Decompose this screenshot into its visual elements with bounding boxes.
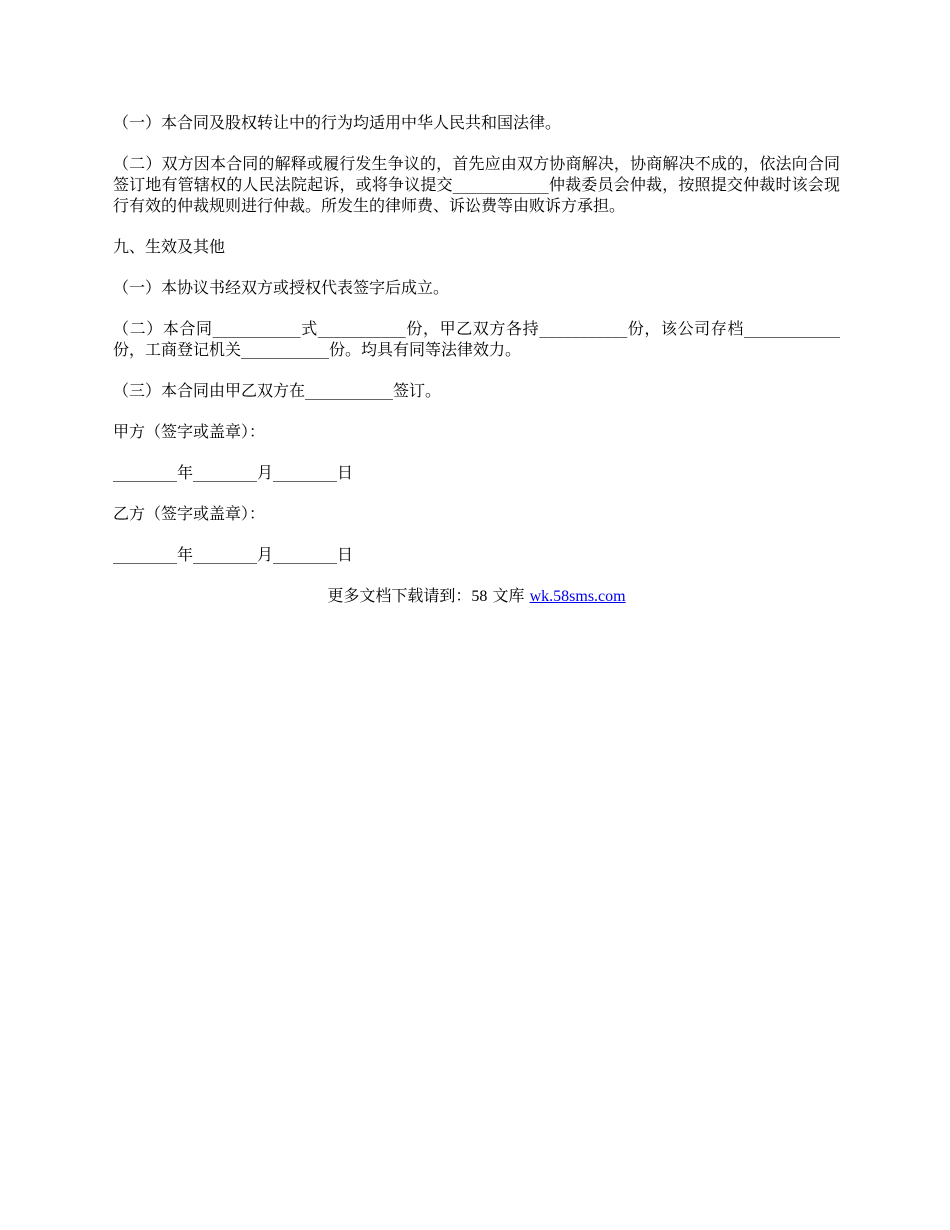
clause-effect-1: （一）本协议书经双方或授权代表签字后成立。 — [113, 278, 450, 297]
party-b-date-line: ________年________月________日 — [113, 545, 354, 564]
party-a-signature-label: 甲方（签字或盖章）： — [113, 422, 266, 441]
footer-link[interactable]: wk.58sms.com — [529, 588, 626, 605]
footer-mid: 文库 — [487, 586, 530, 605]
party-a-date-line: ________年________月________日 — [113, 463, 354, 482]
document-page — [113, 112, 840, 607]
clause-effect-3: （三）本合同由甲乙双方在___________签订。 — [113, 381, 442, 400]
clause-2-dispute-resolution: （二）双方因本合同的解释或履行发生争议的，首先应由双方协商解决，协商解决不成的，依法向合同签订地有管辖权的人民法院起诉，或将争议提交____________仲裁委员会仲裁，按照提交仲裁时该会现行有效的仲裁规则进行仲裁。所发生的律师费、诉讼费等由败诉方承担。 — [113, 154, 840, 215]
footer-prefix: 更多文档下载请到： — [327, 586, 472, 605]
party-b-signature-label: 乙方（签字或盖章）： — [113, 504, 266, 523]
clause-effect-2: （二）本合同___________式___________份，甲乙双方各持___________份，该公司存档____________份，工商登记机关___________份。均具有同等法律效力。 — [113, 319, 840, 359]
footer-download-note — [113, 585, 840, 607]
footer-number: 58 — [471, 588, 488, 605]
clause-1-applicable-law: （一）本合同及股权转让中的行为均适用中华人民共和国法律。 — [113, 113, 562, 132]
section-heading-effect-and-others: 九、生效及其他 — [113, 237, 226, 256]
